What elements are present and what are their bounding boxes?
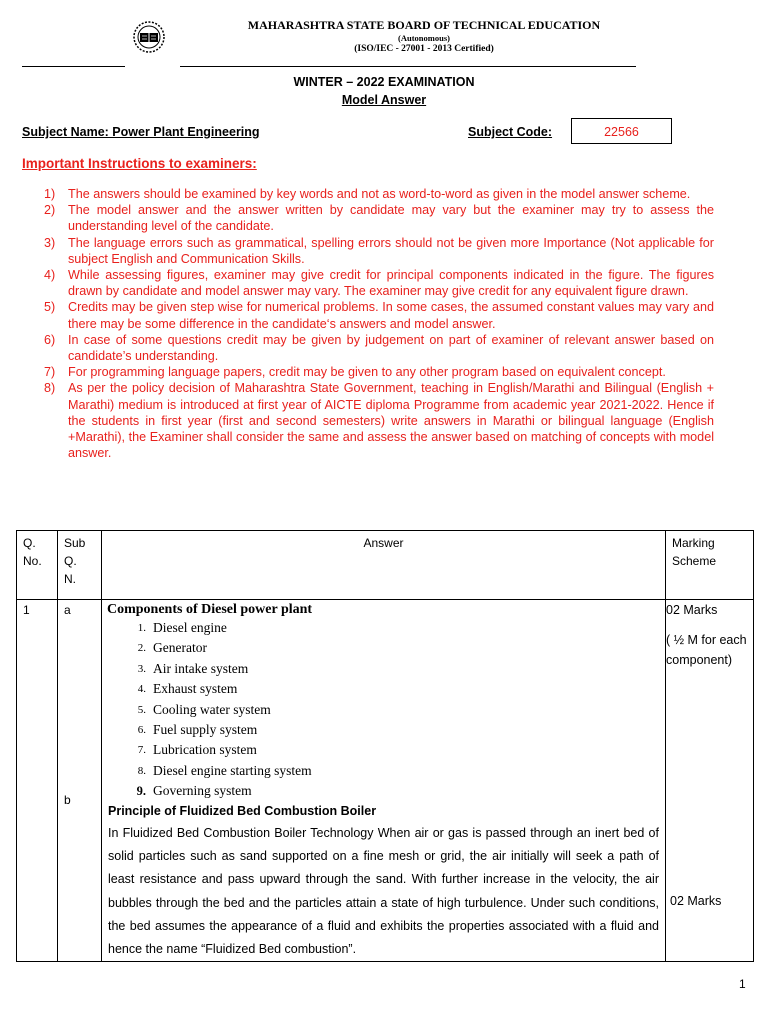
- instruction-text: Credits may be given step wise for numerical problems. In some cases, the assumed constant values may vary and there may be some difference in the candidate‘s answers and model answer.: [68, 300, 714, 331]
- instruction-item: [28, 299, 714, 331]
- component-number: 8.: [137, 764, 146, 777]
- instruction-number: 8): [44, 381, 56, 396]
- list-item: [102, 720, 665, 740]
- component-number: 6.: [137, 724, 146, 737]
- component-text: Fuel supply system: [153, 722, 258, 738]
- component-number: 1.: [137, 622, 146, 634]
- list-item: [102, 618, 665, 638]
- instruction-item: [28, 186, 714, 202]
- list-item: [102, 659, 665, 679]
- component-number: 2.: [137, 642, 146, 655]
- instruction-item: [28, 364, 714, 380]
- mark-b: 02 Marks: [670, 894, 722, 908]
- sub-question-cell: [58, 600, 102, 962]
- component-number: 7.: [137, 744, 146, 757]
- instructions-heading: Important Instructions to examiners:: [22, 156, 257, 171]
- marking-cell: [666, 600, 754, 962]
- instruction-item: [28, 235, 714, 267]
- list-item: [102, 638, 665, 658]
- header-rule-left: [22, 66, 125, 67]
- instruction-text: For programming language papers, credit may be given to any other program based on equivalent concept.: [68, 365, 666, 380]
- component-text: Air intake system: [153, 660, 249, 676]
- header-sub-line3: N.: [64, 572, 76, 586]
- component-text: Generator: [153, 640, 207, 656]
- answer-table: [16, 530, 754, 962]
- instruction-number: 3): [44, 235, 56, 250]
- list-item: [102, 781, 665, 801]
- header-sub-q: [58, 531, 102, 600]
- component-text: Lubrication system: [153, 742, 257, 758]
- header-sub-line2: Q.: [64, 554, 77, 568]
- header-q-no-line1: Q.: [23, 536, 36, 550]
- instruction-number: 2): [44, 203, 56, 218]
- instruction-text: The language errors such as grammatical, spelling errors should not be given more Importance (Not applicable for subject English and Communication Skills.: [68, 235, 714, 266]
- instruction-number: 7): [44, 365, 56, 380]
- instruction-text: As per the policy decision of Maharashtra State Government, teaching in English/Marathi and Bilingual (English + Marathi) medium is introduced at first year of AICTE diploma Programme from academic year 2021-2022. Hence if the students in first year (first and second semesters) write answers in Marathi or bilingual language (English +Marathi), the Examiner shall consider the same and assess the answer based on matching of concepts with model answer.: [68, 381, 714, 461]
- instruction-item: [28, 267, 714, 299]
- answer-b-paragraph: In Fluidized Bed Combustion Boiler Technology When air or gas is passed through an inert bed of solid particles such as sand supported on a fine mesh or grid, the air initially will seek a path of least resistance and pass upward through the sand. With further increase in the velocity, the air bubbles through the bed and the particles attain a state of high turbulence. Under such conditions, the bed assumes the appearance of a fluid and exhibits the properties associated with a fluid and hence the name “Fluidized Bed combustion”.: [108, 825, 659, 957]
- component-text: Exhaust system: [153, 681, 238, 697]
- header-q-no-line2: No.: [23, 554, 42, 568]
- instruction-text: While assessing figures, examiner may give credit for principal components indicated in the figure. The figures drawn by candidate and model answer may vary. The examiner may give credit for any equivalent figure drawn.: [68, 268, 714, 299]
- header-rule-right: [180, 66, 636, 67]
- answer-b-heading: Principle of Fluidized Bed Combustion Boiler: [108, 803, 377, 818]
- answer-a-heading: Components of Diesel power plant: [107, 602, 313, 617]
- table-header-row: [17, 531, 754, 600]
- component-number: 4.: [137, 683, 146, 696]
- header-answer: Answer: [102, 531, 666, 600]
- board-iso: (ISO/IEC - 27001 - 2013 Certified): [354, 44, 494, 54]
- component-text: Diesel engine starting system: [153, 762, 312, 778]
- list-item: [102, 740, 665, 760]
- subject-code-box: 22566: [571, 118, 672, 144]
- list-item: [102, 700, 665, 720]
- component-number: 5.: [137, 703, 146, 716]
- instruction-item: [28, 380, 714, 461]
- instruction-item: [28, 332, 714, 364]
- instruction-number: 6): [44, 332, 56, 347]
- mark-a-note: ( ½ M for each component): [666, 633, 747, 667]
- component-number: 3.: [137, 662, 146, 675]
- instruction-text: The model answer and the answer written by candidate may vary but the examiner may try to assess the understanding level of the candidate.: [68, 203, 714, 234]
- instruction-text: The answers should be examined by key words and not as word-to-word as given in the model answer scheme.: [68, 187, 691, 201]
- exam-title: WINTER – 2022 EXAMINATION: [293, 75, 475, 89]
- subject-name: Subject Name: Power Plant Engineering: [22, 125, 260, 139]
- sub-question-b: b: [64, 793, 71, 807]
- sub-question-a: a: [64, 603, 71, 617]
- header-marking-line1: Marking: [672, 536, 715, 550]
- page-number: 1: [739, 977, 746, 991]
- question-number: 1: [17, 600, 58, 962]
- answer-cell: [102, 600, 666, 962]
- board-autonomous: (Autonomous): [398, 33, 450, 43]
- model-answer-title: Model Answer: [341, 93, 427, 107]
- instructions-list: [28, 186, 714, 461]
- instruction-number: 4): [44, 268, 56, 283]
- instruction-number: 5): [44, 300, 56, 315]
- component-text: Cooling water system: [153, 701, 271, 717]
- board-name: MAHARASHTRA STATE BOARD OF TECHNICAL EDUCATION: [247, 18, 601, 32]
- header-sub-line1: Sub: [64, 536, 86, 550]
- header-marking-scheme: [666, 531, 754, 600]
- component-text: Governing system: [153, 783, 252, 799]
- components-list: [102, 618, 665, 802]
- subject-code-label: Subject Code:: [468, 125, 553, 139]
- list-item: [102, 679, 665, 699]
- list-item: [102, 761, 665, 781]
- header-marking-line2: Scheme: [672, 554, 717, 568]
- header-q-no: [17, 531, 58, 600]
- instruction-item: [28, 202, 714, 234]
- component-text: Diesel engine: [153, 620, 227, 635]
- table-row: [17, 600, 754, 962]
- mark-a: 02 Marks: [666, 603, 718, 617]
- component-number: 9.: [136, 784, 146, 799]
- instruction-number: 1): [44, 187, 56, 201]
- instruction-text: In case of some questions credit may be given by judgement on part of examiner of relevant answer based on candidate’s understanding.: [68, 332, 714, 364]
